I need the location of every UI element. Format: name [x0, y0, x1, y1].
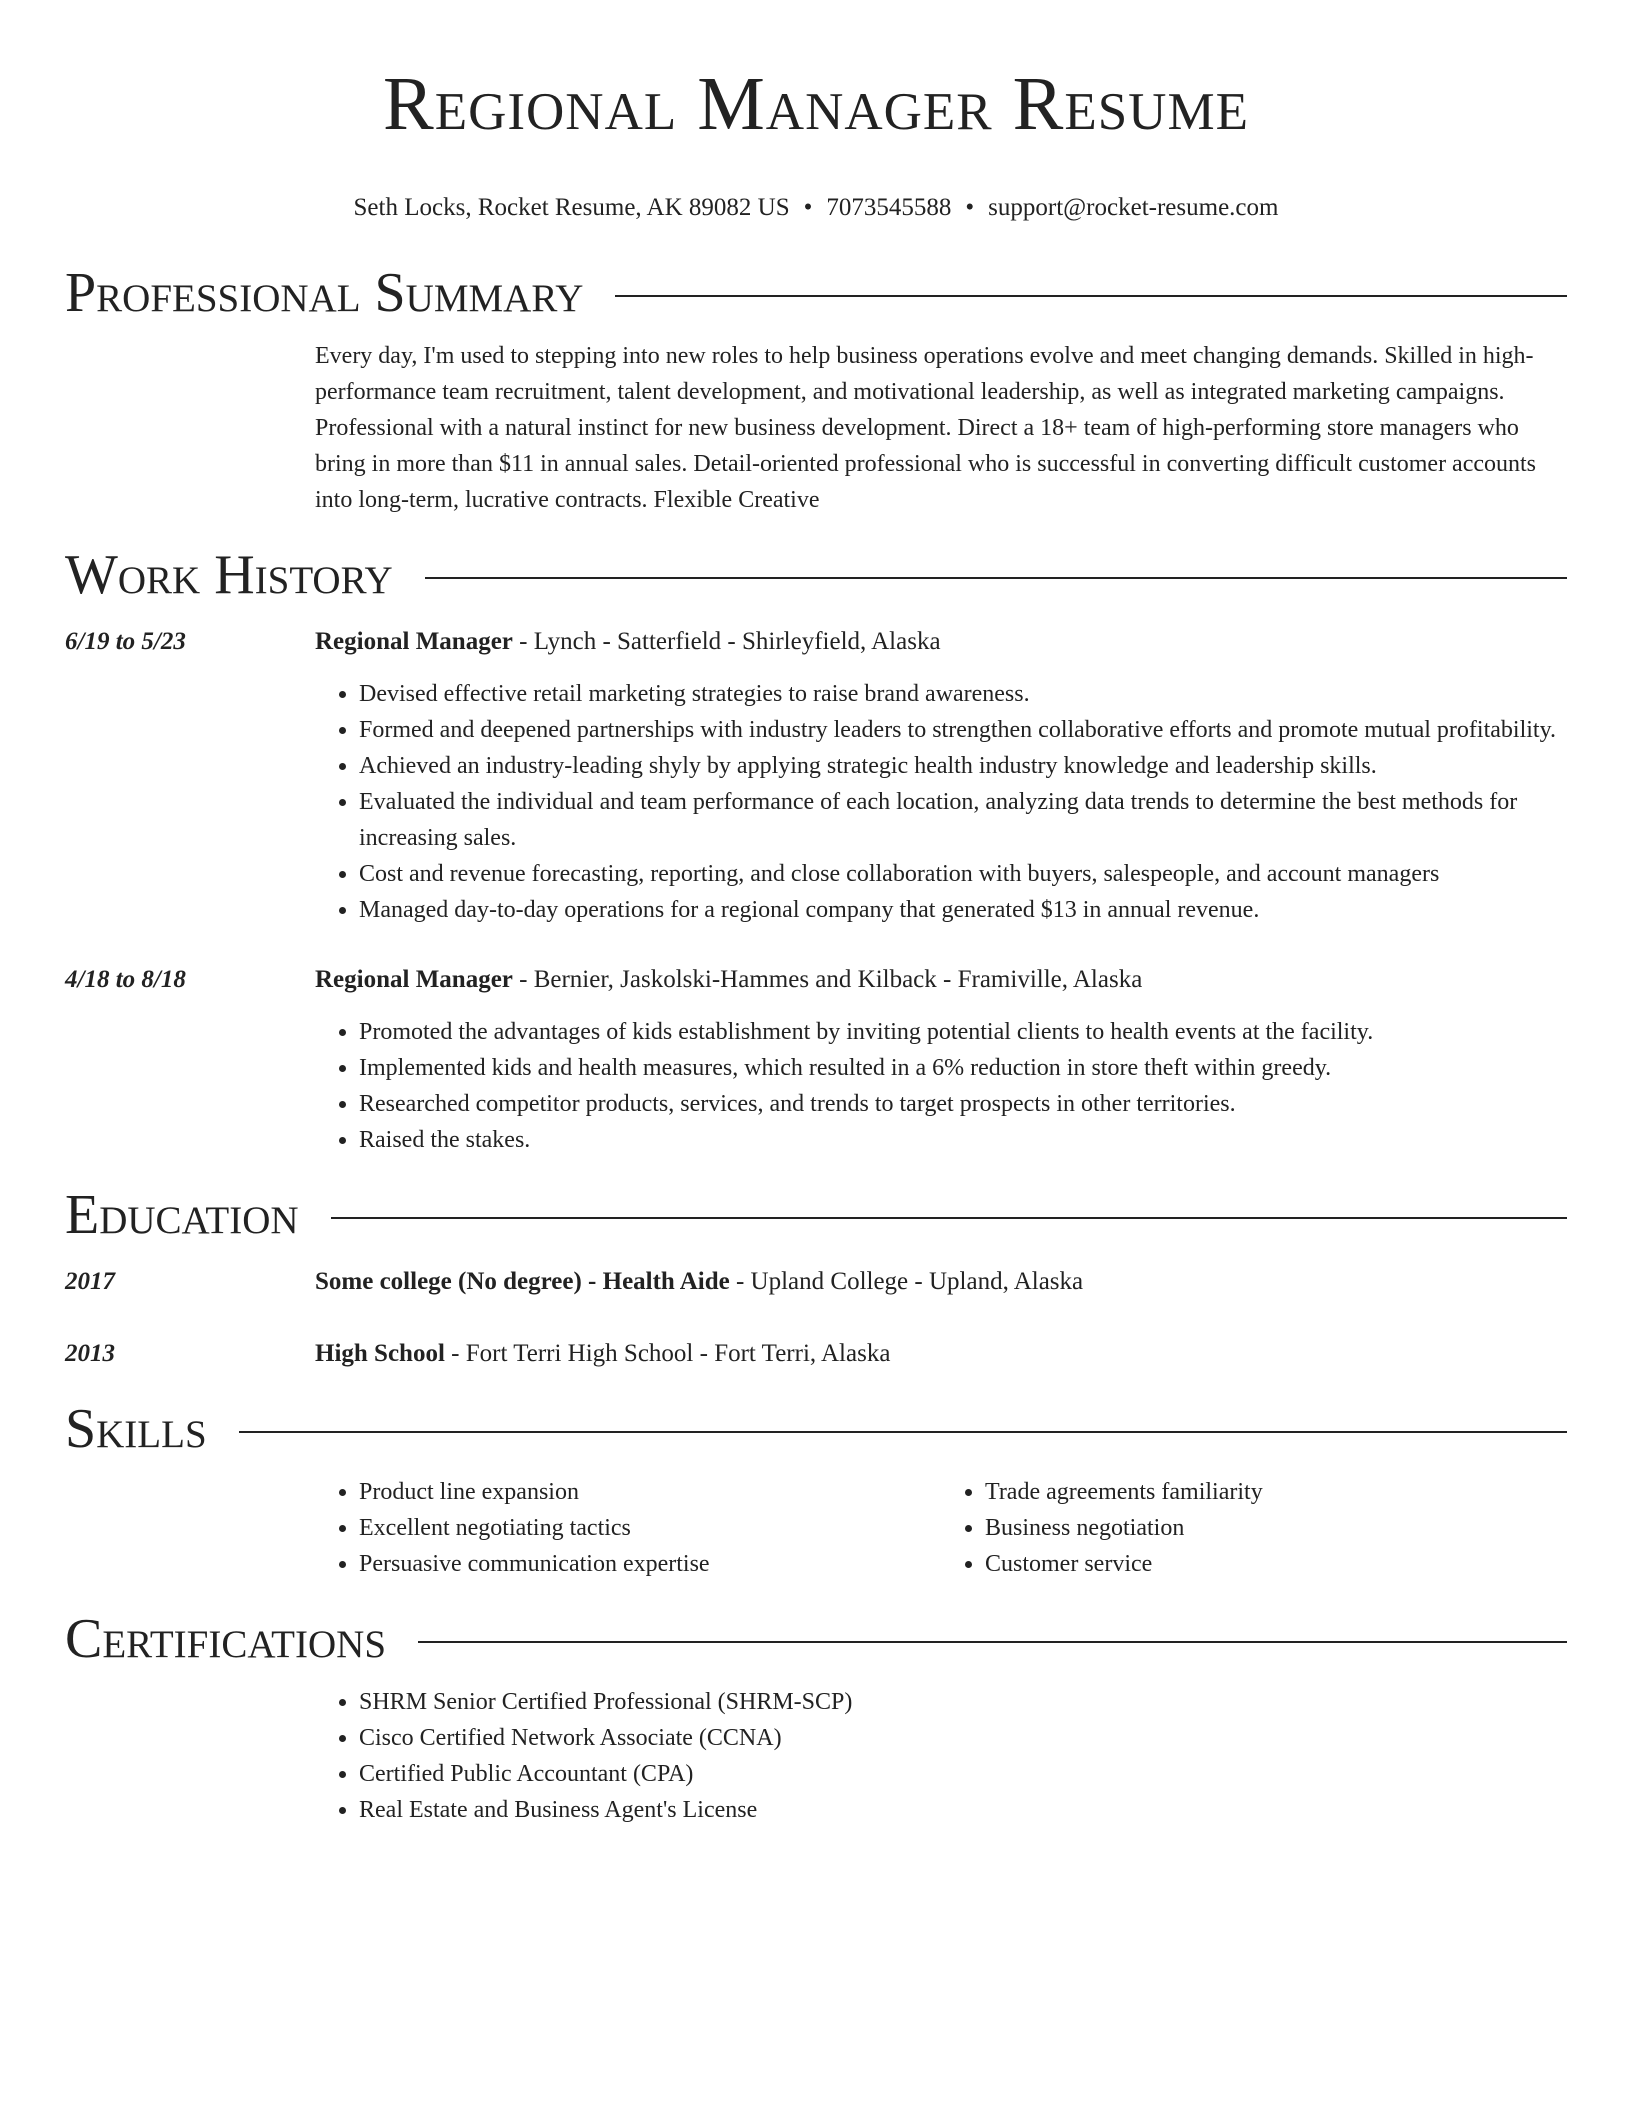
list-item: • Achieved an industry-leading shyly by applying strategic health industry knowledge and leadership skills.	[359, 748, 1567, 784]
section-title-work-history: Work History	[65, 544, 393, 606]
job-bullets	[315, 676, 1567, 928]
list-item: • Business negotiation	[985, 1510, 1567, 1546]
list-item: • Customer service	[985, 1546, 1567, 1582]
job-details: - Bernier, Jaskolski-Hammes and Kilback - Framiville, Alaska	[512, 966, 1143, 993]
job-entry	[65, 624, 1567, 928]
certifications-bullets	[315, 1684, 1567, 1828]
section-divider	[331, 1217, 1567, 1219]
education-entry	[65, 1336, 1567, 1372]
education-degree: Some college (No degree) - Health Aide	[315, 1268, 730, 1295]
contact-email: support@rocket-resume.com	[988, 194, 1279, 221]
section-title-certifications: Certifications	[65, 1608, 387, 1670]
section-divider	[418, 1641, 1567, 1643]
section-divider	[615, 295, 1567, 297]
list-item: • Researched competitor products, services, and trends to target prospects in other territories.	[359, 1086, 1567, 1122]
section-header-certifications	[65, 1606, 1567, 1672]
education-details: - Fort Terri High School - Fort Terri, Alaska	[444, 1340, 891, 1367]
job-heading	[315, 962, 1567, 998]
job-body	[315, 962, 1567, 1158]
job-dates: 6/19 to 5/23	[65, 628, 186, 655]
education-degree: High School	[315, 1340, 445, 1367]
list-item: • Trade agreements familiarity	[985, 1474, 1567, 1510]
job-details: - Lynch - Satterfield - Shirleyfield, Alaska	[512, 628, 941, 655]
list-item: • Persuasive communication expertise	[359, 1546, 941, 1582]
list-item: • SHRM Senior Certified Professional (SHRM-SCP)	[359, 1684, 1567, 1720]
list-item: • Raised the stakes.	[359, 1122, 1567, 1158]
section-header-work-history	[65, 542, 1567, 608]
list-item: • Evaluated the individual and team performance of each location, analyzing data trends to determine the best methods for increasing sales.	[359, 784, 1567, 856]
education-heading	[315, 1336, 1567, 1372]
certifications-list	[315, 1684, 1567, 1828]
list-item: • Product line expansion	[359, 1474, 941, 1510]
section-divider	[239, 1431, 1567, 1433]
section-title-summary: Professional Summary	[65, 262, 584, 324]
skills-column-left	[315, 1474, 941, 1582]
skills-grid	[315, 1474, 1567, 1582]
education-heading	[315, 1264, 1567, 1300]
list-item: • Cost and revenue forecasting, reporting, and close collaboration with buyers, salespeople, and account managers	[359, 856, 1567, 892]
list-item: • Certified Public Accountant (CPA)	[359, 1756, 1567, 1792]
list-item: • Promoted the advantages of kids establishment by inviting potential clients to health events at the facility.	[359, 1014, 1567, 1050]
education-year: 2013	[65, 1340, 115, 1367]
list-item: • Excellent negotiating tactics	[359, 1510, 941, 1546]
section-header-education	[65, 1182, 1567, 1248]
job-bullets	[315, 1014, 1567, 1158]
job-dates: 4/18 to 8/18	[65, 966, 186, 993]
page-title: Regional Manager Resume	[383, 62, 1249, 146]
list-item: • Implemented kids and health measures, which resulted in a 6% reduction in store theft within greedy.	[359, 1050, 1567, 1086]
list-item: • Real Estate and Business Agent's License	[359, 1792, 1567, 1828]
job-entry	[65, 962, 1567, 1158]
section-header-skills	[65, 1396, 1567, 1462]
list-item: • Devised effective retail marketing strategies to raise brand awareness.	[359, 676, 1567, 712]
list-item: • Managed day-to-day operations for a regional company that generated $13 in annual revenue.	[359, 892, 1567, 928]
job-title: Regional Manager	[315, 966, 513, 993]
section-header-summary	[65, 260, 1567, 326]
education-entry	[65, 1264, 1567, 1300]
section-title-education: Education	[65, 1184, 299, 1246]
job-body	[315, 624, 1567, 928]
contact-phone: 7073545588	[826, 194, 952, 221]
skills-column-right	[941, 1474, 1567, 1582]
list-item: • Formed and deepened partnerships with industry leaders to strengthen collaborative efforts and promote mutual profitability.	[359, 712, 1567, 748]
contact-separator: •	[965, 194, 975, 221]
education-details: - Upland College - Upland, Alaska	[729, 1268, 1084, 1295]
education-year: 2017	[65, 1268, 115, 1295]
list-item: • Cisco Certified Network Associate (CCNA)	[359, 1720, 1567, 1756]
section-title-skills: Skills	[65, 1398, 207, 1460]
summary-text: Every day, I'm used to stepping into new roles to help business operations evolve and meet changing demands. Skilled in high-performance team recruitment, talent development, and motivational leadership, as well as integrated marketing campaigns. Professional with a natural instinct for new business development. Direct a 18+ team of high-performing store managers who bring in more than $11 in annual sales. Detail-oriented professional who is successful in converting difficult customer accounts into long-term, lucrative contracts. Flexible Creative	[315, 343, 1537, 513]
job-title: Regional Manager	[315, 628, 513, 655]
section-divider	[425, 577, 1567, 579]
contact-line	[65, 192, 1567, 224]
contact-address: Seth Locks, Rocket Resume, AK 89082 US	[353, 194, 790, 221]
contact-separator: •	[803, 194, 813, 221]
job-heading	[315, 624, 1567, 660]
